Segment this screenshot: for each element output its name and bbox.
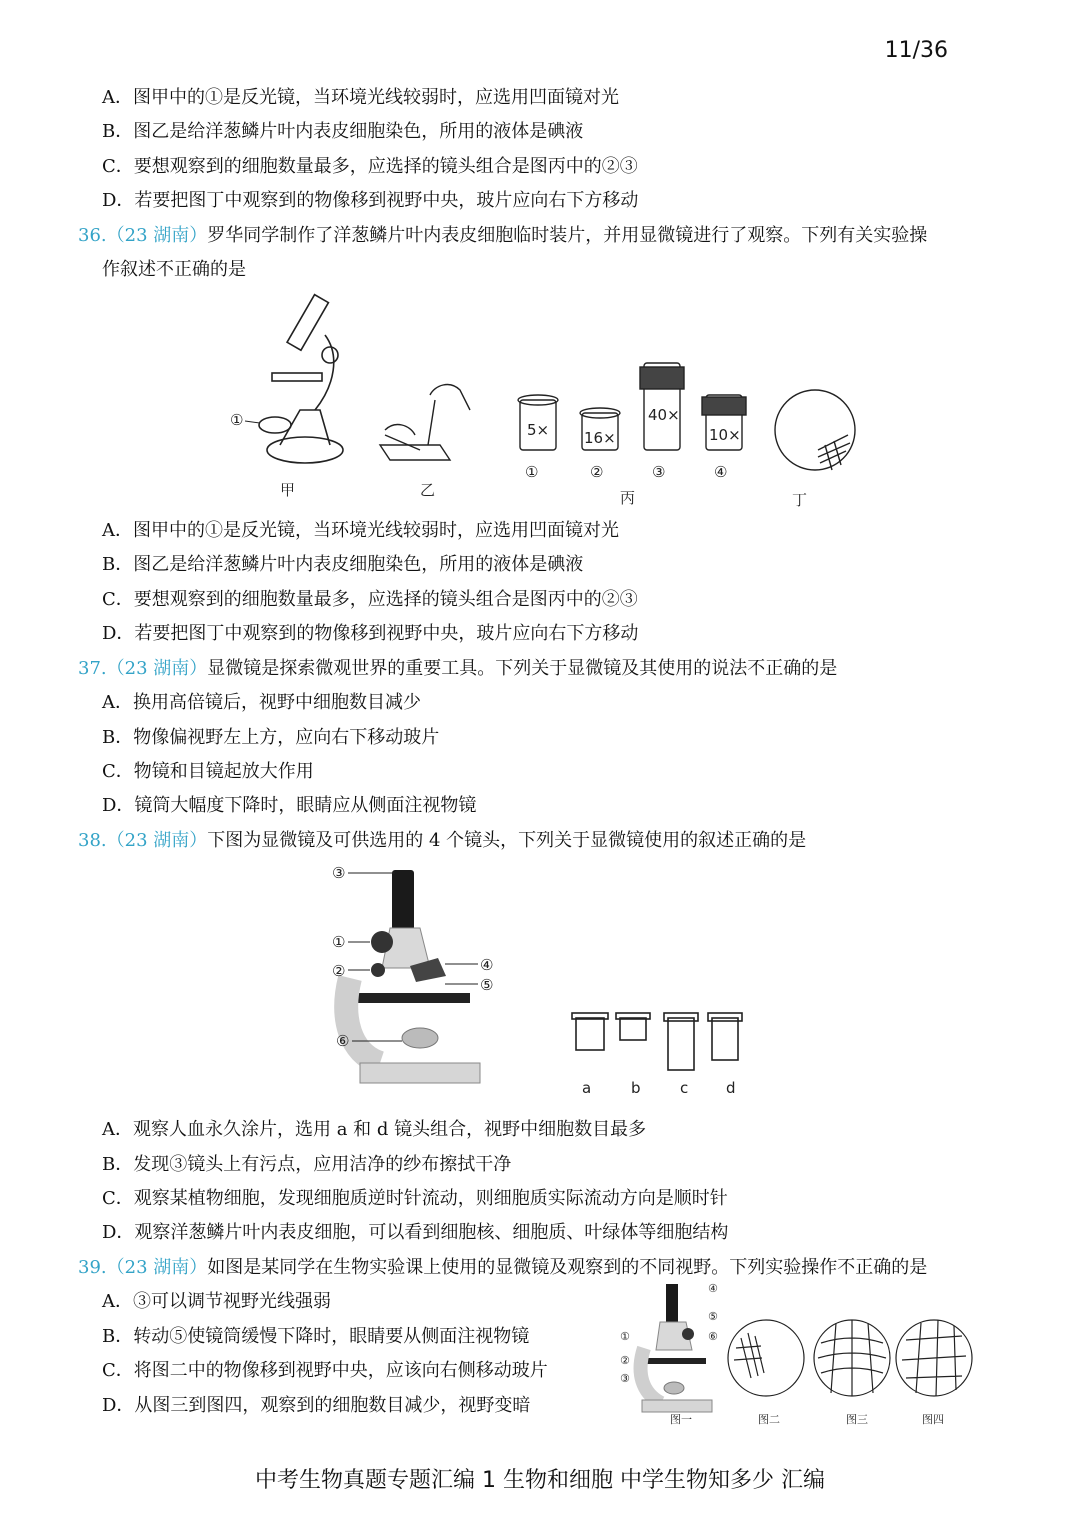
page-number: 11/36 bbox=[884, 38, 948, 63]
q38-option-a: A．观察人血永久涂片，选用 a 和 d 镜头组合，视野中细胞数目最多 bbox=[102, 1119, 647, 1140]
q36-stem bbox=[78, 223, 927, 249]
q36-number: 36. bbox=[78, 225, 107, 246]
q39-figure bbox=[616, 1278, 980, 1428]
q39-number: 39. bbox=[78, 1257, 107, 1278]
q39-view-4-drawing bbox=[896, 1320, 972, 1396]
q37-option-a: A．换用高倍镜后，视野中细胞数目减少 bbox=[102, 692, 421, 713]
q38-option-d: D．观察洋葱鳞片叶内表皮细胞，可以看到细胞核、细胞质、叶绿体等细胞结构 bbox=[102, 1222, 729, 1243]
q38-lens-a: a bbox=[582, 1079, 592, 1097]
q36-lens-2-num: ② bbox=[590, 463, 604, 481]
q37-option-c: C．物镜和目镜起放大作用 bbox=[102, 761, 314, 782]
q39-label-2: 图二 bbox=[758, 1413, 780, 1426]
q36-figure bbox=[220, 285, 870, 510]
q36-stem-text: 罗华同学制作了洋葱鳞片叶内表皮细胞临时装片，并用显微镜进行了观察。下列有关实验操 bbox=[207, 225, 928, 246]
q36-option-a: A．图甲中的①是反光镜，当环境光线较弱时，应选用凹面镜对光 bbox=[102, 520, 619, 541]
q38-lenses-drawing bbox=[572, 1013, 742, 1070]
q39-option-d: D．从图三到图四，观察到的细胞数目减少，视野变暗 bbox=[102, 1395, 531, 1416]
q37-number: 37. bbox=[78, 658, 107, 679]
q36-label-bing: 丙 bbox=[620, 489, 636, 507]
q39-option-b: B．转动⑤使镜筒缓慢下降时，眼睛要从侧面注视物镜 bbox=[102, 1326, 530, 1347]
microscope-photo-drawing bbox=[346, 870, 480, 1083]
q39-source: （23 湖南） bbox=[106, 1257, 208, 1278]
q36-option-b: B．图乙是给洋葱鳞片叶内表皮细胞染色，所用的液体是碘液 bbox=[102, 554, 584, 575]
q39-view-2-drawing bbox=[728, 1320, 804, 1396]
q36-lens-3-num: ③ bbox=[652, 463, 666, 481]
q39-microscope-drawing bbox=[641, 1284, 712, 1412]
q37-option-d: D．镜筒大幅度下降时，眼睛应从侧面注视物镜 bbox=[102, 795, 477, 816]
q36-lens-4-mag: 10× bbox=[709, 426, 741, 444]
q38-source: （23 湖南） bbox=[106, 830, 208, 851]
q39-stem-text: 如图是某同学在生物实验课上使用的显微镜及观察到的不同视野。下列实验操作不正确的是 bbox=[207, 1257, 928, 1278]
q38-stem bbox=[78, 828, 806, 854]
q38-marker-1: ① bbox=[332, 933, 346, 951]
q35-option-d: D．若要把图丁中观察到的物像移到视野中央，玻片应向右下方移动 bbox=[102, 190, 639, 211]
q36-label-yi: 乙 bbox=[420, 481, 436, 499]
q38-lens-d: d bbox=[726, 1079, 736, 1097]
q37-stem-text: 显微镜是探索微观世界的重要工具。下列关于显微镜及其使用的说法不正确的是 bbox=[207, 658, 838, 679]
q36-option-c: C．要想观察到的细胞数量最多，应选择的镜头组合是图丙中的②③ bbox=[102, 589, 638, 610]
q36-source: （23 湖南） bbox=[106, 225, 208, 246]
q36-lens-3-mag: 40× bbox=[648, 406, 680, 424]
q38-figure bbox=[320, 858, 760, 1103]
q38-lens-c: c bbox=[680, 1079, 689, 1097]
q38-lens-b: b bbox=[631, 1079, 641, 1097]
q39-marker-2: ② bbox=[620, 1354, 630, 1367]
q36-stem-continuation: 作叙述不正确的是 bbox=[102, 259, 246, 280]
q36-lens-4-num: ④ bbox=[714, 463, 728, 481]
q38-stem-text: 下图为显微镜及可供选用的 4 个镜头，下列关于显微镜使用的叙述正确的是 bbox=[207, 830, 807, 851]
q36-label-jia: 甲 bbox=[280, 481, 296, 499]
q39-label-4: 图四 bbox=[922, 1413, 944, 1426]
q37-stem bbox=[78, 656, 837, 682]
q38-marker-2: ② bbox=[332, 962, 346, 980]
q39-marker-4: ④ bbox=[708, 1282, 718, 1295]
q37-source: （23 湖南） bbox=[106, 658, 208, 679]
q38-marker-6: ⑥ bbox=[336, 1032, 350, 1050]
q39-option-a: A．③可以调节视野光线强弱 bbox=[102, 1291, 331, 1312]
q39-view-3-drawing bbox=[814, 1320, 890, 1396]
q35-option-a: A．图甲中的①是反光镜，当环境光线较弱时，应选用凹面镜对光 bbox=[102, 87, 619, 108]
q36-lens-1-mag: 5× bbox=[527, 421, 550, 439]
q36-option-d: D．若要把图丁中观察到的物像移到视野中央，玻片应向右下方移动 bbox=[102, 623, 639, 644]
q36-marker-1: ① bbox=[230, 411, 244, 429]
q37-option-b: B．物像偏视野左上方，应向右下移动玻片 bbox=[102, 727, 440, 748]
page-footer: 中考生物真题专题汇编 1 生物和细胞 中学生物知多少 汇编 bbox=[255, 1468, 825, 1493]
q39-label-1: 图一 bbox=[670, 1413, 692, 1426]
staining-yi-drawing bbox=[380, 385, 470, 460]
q38-option-c: C．观察某植物细胞，发现细胞质逆时针流动，则细胞质实际流动方向是顺时针 bbox=[102, 1188, 728, 1209]
q35-option-b: B．图乙是给洋葱鳞片叶内表皮细胞染色，所用的液体是碘液 bbox=[102, 121, 584, 142]
q36-lens-1-num: ① bbox=[525, 463, 539, 481]
q39-label-3: 图三 bbox=[846, 1413, 868, 1426]
q38-marker-5: ⑤ bbox=[480, 976, 494, 994]
q38-marker-3: ③ bbox=[332, 864, 346, 882]
microscope-jia-drawing bbox=[259, 295, 343, 463]
q36-label-ding: 丁 bbox=[792, 491, 808, 509]
q39-option-c: C．将图二中的物像移到视野中央，应该向右侧移动玻片 bbox=[102, 1360, 548, 1381]
q38-option-b: B．发现③镜头上有污点，应用洁净的纱布擦拭干净 bbox=[102, 1154, 512, 1175]
q35-option-c: C．要想观察到的细胞数量最多，应选择的镜头组合是图丙中的②③ bbox=[102, 156, 638, 177]
q39-marker-1: ① bbox=[620, 1330, 630, 1343]
field-view-ding-drawing bbox=[775, 390, 855, 470]
q39-marker-3: ③ bbox=[620, 1372, 630, 1385]
q38-marker-4: ④ bbox=[480, 956, 494, 974]
q39-marker-6: ⑥ bbox=[708, 1330, 718, 1343]
q38-number: 38. bbox=[78, 830, 107, 851]
q39-marker-5: ⑤ bbox=[708, 1310, 718, 1323]
q36-lens-2-mag: 16× bbox=[584, 429, 616, 447]
